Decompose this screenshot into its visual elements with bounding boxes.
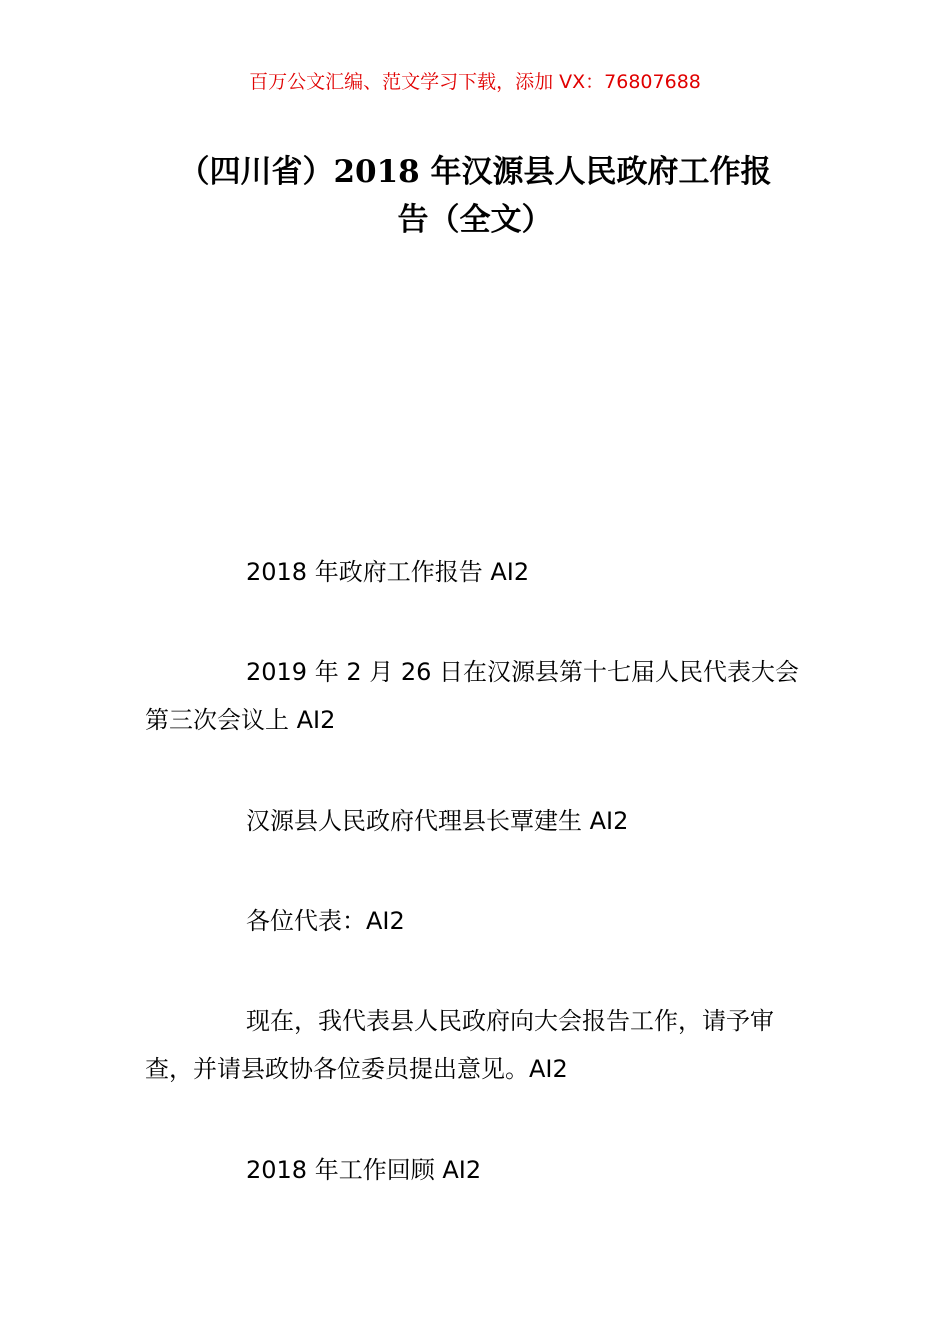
paragraph-report-heading: 2018 年政府工作报告 AI2 [246, 558, 530, 586]
paragraph-opening: 现在，我代表县人民政府向大会报告工作，请予审查，并请县政协各位委员提出意见。AI2 [145, 1007, 774, 1083]
paragraph-section-heading: 2018 年工作回顾 AI2 [246, 1156, 482, 1184]
header-watermark-note: 百万公文汇编、范文学习下载，添加 VX：76807688 [249, 71, 701, 93]
paragraph-meeting-date: 2019 年 2 月 26 日在汉源县第十七届人民代表大会第三次会议上 AI2 [145, 658, 800, 734]
paragraph-speaker: 汉源县人民政府代理县长覃建生 AI2 [246, 807, 629, 835]
document-title-line-1: （四川省）2018 年汉源县人民政府工作报 [178, 154, 772, 190]
paragraph-salutation: 各位代表：AI2 [246, 907, 405, 935]
document-title [140, 148, 810, 244]
document-title-line-2: 告（全文） [397, 202, 553, 238]
